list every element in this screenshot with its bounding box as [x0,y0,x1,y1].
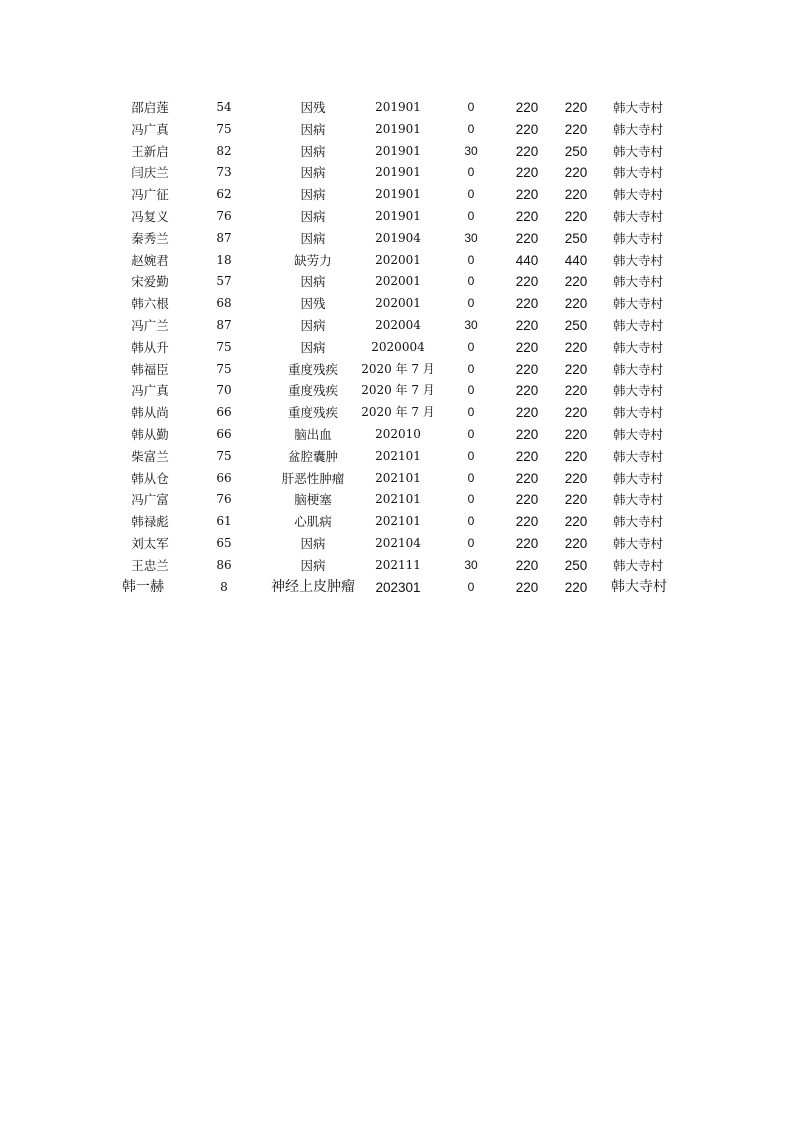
total-amount-cell: 440 [564,252,588,268]
village-cell: 韩大寺村 [612,143,664,159]
reason-cell: 因病 [300,535,326,551]
extra-amount-cell: 0 [467,339,475,354]
age-cell: 73 [216,165,232,180]
reason-cell: 缺劳力 [294,252,332,268]
start-date-cell: 2020 年 7 月 [361,383,435,398]
start-date-cell: 201904 [375,230,421,245]
start-date-cell: 202001 [375,274,421,289]
age-cell: 76 [216,492,232,507]
age-cell: 75 [216,121,232,136]
village-cell: 韩大寺村 [611,578,667,595]
start-date-cell: 202101 [375,448,421,463]
age-cell: 82 [216,143,232,158]
village-cell: 韩大寺村 [612,230,664,246]
person-name-cell: 韩从升 [131,339,169,355]
reason-cell: 因病 [300,187,326,203]
extra-amount-cell: 0 [467,361,475,376]
village-cell: 韩大寺村 [612,361,664,377]
reason-cell: 肝恶性肿瘤 [281,470,345,486]
extra-amount-cell: 30 [464,557,478,572]
extra-amount-cell: 0 [467,208,475,223]
total-amount-cell: 220 [564,514,588,530]
person-name-cell: 王忠兰 [131,557,169,573]
village-cell: 韩大寺村 [612,187,664,203]
age-cell: 65 [216,535,232,550]
person-name-cell: 宋爱勤 [131,274,169,290]
reason-cell: 因病 [300,208,326,224]
age-cell: 86 [216,557,232,572]
person-name-cell: 邵启莲 [131,100,169,115]
person-name-cell: 韩从仓 [131,470,169,486]
total-amount-cell: 220 [564,492,588,508]
village-cell: 韩大寺村 [612,208,664,224]
table-row [0,315,793,337]
base-amount-cell: 220 [515,579,539,595]
base-amount-cell: 220 [515,143,539,159]
person-name-cell: 冯广真 [131,121,169,137]
base-amount-cell: 220 [515,296,539,312]
table-row [0,141,793,163]
total-amount-cell: 220 [564,296,588,312]
base-amount-cell: 220 [515,426,539,442]
village-cell: 韩大寺村 [612,296,664,312]
start-date-cell: 202010 [375,426,421,441]
start-date-cell: 201901 [375,121,421,136]
total-amount-cell: 250 [564,557,588,573]
table-row [0,228,793,250]
age-cell: 61 [216,514,232,529]
table-row [0,380,793,402]
person-name-cell: 赵婉君 [131,252,169,268]
start-date-cell: 201901 [375,187,421,202]
base-amount-cell: 220 [515,208,539,224]
reason-cell: 重度残疾 [287,405,339,421]
table-row [0,533,793,555]
start-date-cell: 202101 [375,514,421,529]
start-date-cell: 202001 [375,252,421,267]
table-row [0,250,793,272]
start-date-cell: 2020 年 7 月 [361,361,435,376]
total-amount-cell: 220 [564,187,588,203]
village-cell: 韩大寺村 [612,535,664,551]
village-cell: 韩大寺村 [612,317,664,333]
start-date-cell: 201901 [375,165,421,180]
base-amount-cell: 220 [515,470,539,486]
person-name-cell: 韩一赫 [122,578,164,595]
age-cell: 18 [216,252,232,267]
village-cell: 韩大寺村 [612,383,664,399]
total-amount-cell: 220 [564,405,588,421]
table-row [0,489,793,511]
total-amount-cell: 220 [564,448,588,464]
age-cell: 75 [216,339,232,354]
table-row [0,511,793,533]
reason-cell: 重度残疾 [287,361,339,377]
person-name-cell: 冯广征 [131,187,169,203]
extra-amount-cell: 30 [464,317,478,332]
age-cell: 66 [216,470,232,485]
village-cell: 韩大寺村 [612,492,664,508]
reason-cell: 因病 [300,143,326,159]
person-name-cell: 韩六根 [131,296,169,312]
total-amount-cell: 250 [564,230,588,246]
reason-cell: 因病 [300,274,326,290]
table-row [0,446,793,468]
base-amount-cell: 220 [515,274,539,290]
base-amount-cell: 220 [515,121,539,137]
total-amount-cell: 220 [564,121,588,137]
extra-amount-cell: 0 [467,252,475,267]
reason-cell: 脑梗塞 [294,492,332,508]
total-amount-cell: 220 [564,383,588,399]
start-date-cell: 202101 [375,470,421,485]
total-amount-cell: 220 [564,470,588,486]
reason-cell: 盆腔囊肿 [287,448,339,464]
base-amount-cell: 440 [515,252,539,268]
extra-amount-cell: 0 [467,426,475,441]
reason-cell: 心肌病 [294,514,332,530]
reason-cell: 因病 [300,230,326,246]
base-amount-cell: 220 [515,339,539,355]
age-cell: 66 [216,405,232,420]
person-name-cell: 冯广富 [131,492,169,508]
age-cell: 70 [216,383,232,398]
extra-amount-cell: 0 [467,514,475,529]
extra-amount-cell: 30 [464,143,478,158]
table-row [0,271,793,293]
age-cell: 87 [216,317,232,332]
extra-amount-cell: 0 [467,100,475,114]
base-amount-cell: 220 [515,361,539,377]
base-amount-cell: 220 [515,492,539,508]
age-cell: 62 [216,187,232,202]
age-cell: 75 [216,448,232,463]
person-name-cell: 柴富兰 [131,448,169,464]
extra-amount-cell: 0 [467,121,475,136]
village-cell: 韩大寺村 [612,557,664,573]
person-name-cell: 韩禄彪 [131,514,169,530]
total-amount-cell: 220 [564,535,588,551]
total-amount-cell: 250 [564,143,588,159]
extra-amount-cell: 30 [464,230,478,245]
table-row [0,402,793,424]
person-name-cell: 王新启 [131,143,169,159]
extra-amount-cell: 0 [467,405,475,420]
extra-amount-cell: 0 [467,187,475,202]
person-name-cell: 韩从尚 [131,405,169,421]
village-cell: 韩大寺村 [612,405,664,421]
age-cell: 8 [220,579,228,594]
beneficiary-table [0,97,793,598]
extra-amount-cell: 0 [467,448,475,463]
table-row [0,97,793,119]
age-cell: 68 [216,296,232,311]
base-amount-cell: 220 [515,230,539,246]
age-cell: 57 [216,274,232,289]
table-row [0,184,793,206]
start-date-cell: 202104 [375,535,421,550]
start-date-cell: 201901 [375,208,421,223]
table-row [0,577,793,599]
age-cell: 75 [216,361,232,376]
base-amount-cell: 220 [515,165,539,181]
base-amount-cell: 220 [515,514,539,530]
extra-amount-cell: 0 [467,579,475,594]
age-cell: 54 [216,100,232,114]
start-date-cell: 2020 年 7 月 [361,405,435,420]
age-cell: 66 [216,426,232,441]
total-amount-cell: 250 [564,317,588,333]
extra-amount-cell: 0 [467,535,475,550]
person-name-cell: 刘太军 [131,535,169,551]
extra-amount-cell: 0 [467,492,475,507]
start-date-cell: 202004 [375,317,421,332]
village-cell: 韩大寺村 [612,274,664,290]
reason-cell: 神经上皮肿瘤 [271,578,355,595]
table-row [0,293,793,315]
reason-cell: 因病 [300,165,326,181]
start-date-cell: 201901 [375,143,421,158]
person-name-cell: 闫庆兰 [131,165,169,181]
start-date-cell: 202001 [375,296,421,311]
table-row [0,468,793,490]
person-name-cell: 冯广兰 [131,317,169,333]
table-row [0,359,793,381]
extra-amount-cell: 0 [467,274,475,289]
extra-amount-cell: 0 [467,383,475,398]
reason-cell: 因病 [300,317,326,333]
base-amount-cell: 220 [515,557,539,573]
start-date-cell: 202111 [375,557,421,572]
total-amount-cell: 220 [564,579,588,595]
person-name-cell: 冯广真 [131,383,169,399]
start-date-cell: 202101 [375,492,421,507]
age-cell: 76 [216,208,232,223]
extra-amount-cell: 0 [467,165,475,180]
start-date-cell: 202301 [375,579,421,595]
total-amount-cell: 220 [564,100,588,115]
base-amount-cell: 220 [515,100,539,115]
village-cell: 韩大寺村 [612,100,664,115]
total-amount-cell: 220 [564,339,588,355]
extra-amount-cell: 0 [467,296,475,311]
start-date-cell: 2020004 [371,339,425,354]
village-cell: 韩大寺村 [612,339,664,355]
base-amount-cell: 220 [515,383,539,399]
person-name-cell: 韩从勤 [131,426,169,442]
reason-cell: 脑出血 [294,426,332,442]
village-cell: 韩大寺村 [612,252,664,268]
person-name-cell: 秦秀兰 [131,230,169,246]
age-cell: 87 [216,230,232,245]
reason-cell: 因病 [300,557,326,573]
village-cell: 韩大寺村 [612,426,664,442]
reason-cell: 重度残疾 [287,383,339,399]
table-row [0,206,793,228]
reason-cell: 因病 [300,339,326,355]
table-row [0,119,793,141]
person-name-cell: 冯复义 [131,208,169,224]
reason-cell: 因残 [300,296,326,312]
reason-cell: 因病 [300,121,326,137]
table-row [0,162,793,184]
reason-cell: 因残 [300,100,326,115]
village-cell: 韩大寺村 [612,514,664,530]
total-amount-cell: 220 [564,361,588,377]
table-row [0,555,793,577]
total-amount-cell: 220 [564,274,588,290]
base-amount-cell: 220 [515,448,539,464]
base-amount-cell: 220 [515,535,539,551]
village-cell: 韩大寺村 [612,448,664,464]
total-amount-cell: 220 [564,208,588,224]
village-cell: 韩大寺村 [612,165,664,181]
start-date-cell: 201901 [375,100,421,114]
village-cell: 韩大寺村 [612,470,664,486]
base-amount-cell: 220 [515,317,539,333]
base-amount-cell: 220 [515,405,539,421]
extra-amount-cell: 0 [467,470,475,485]
table-row [0,337,793,359]
total-amount-cell: 220 [564,426,588,442]
person-name-cell: 韩福臣 [131,361,169,377]
base-amount-cell: 220 [515,187,539,203]
total-amount-cell: 220 [564,165,588,181]
village-cell: 韩大寺村 [612,121,664,137]
table-row [0,424,793,446]
